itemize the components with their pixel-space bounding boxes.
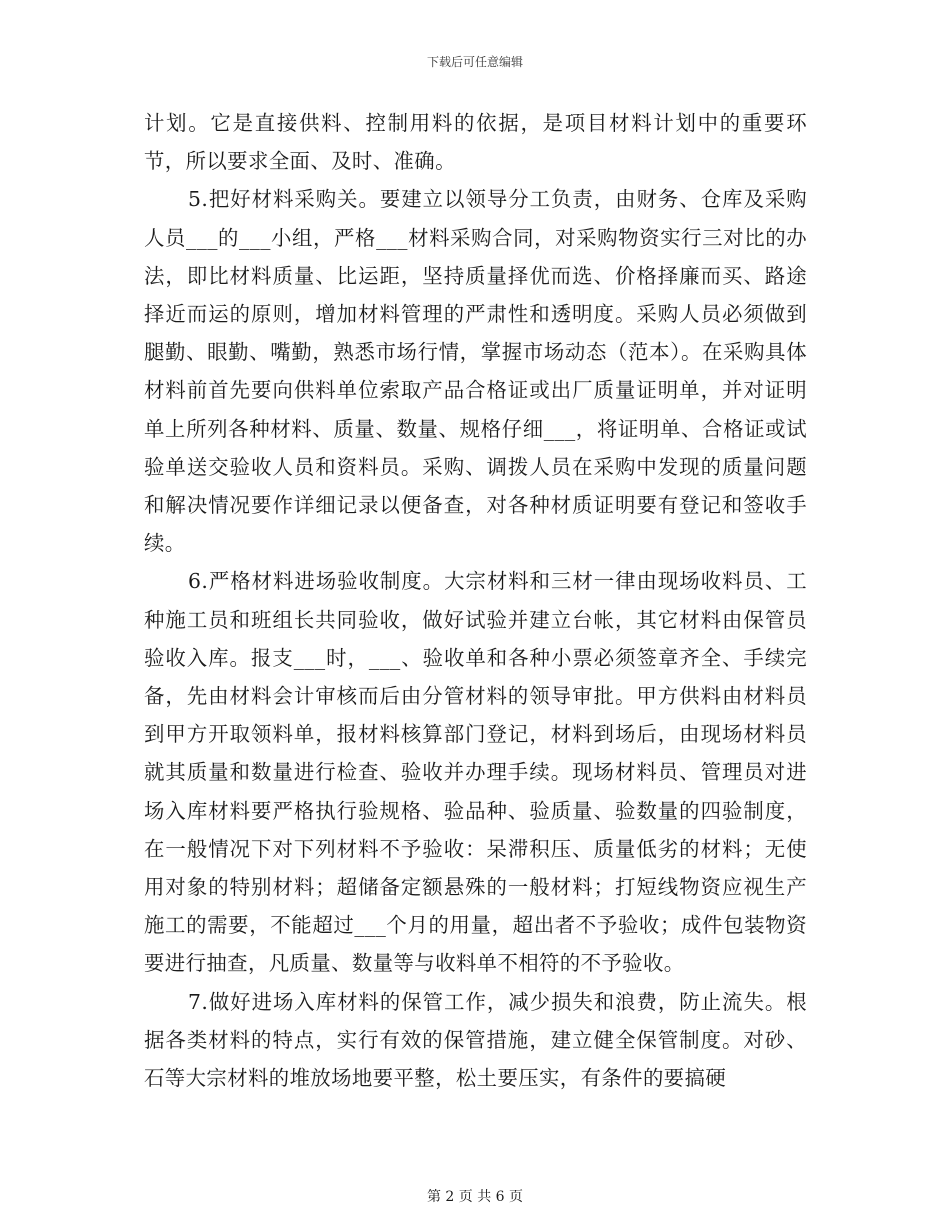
page-number-footer: 第 2 页 共 6 页 xyxy=(426,1189,524,1205)
page-header: 下载后可任意编辑 xyxy=(426,55,523,69)
document-body xyxy=(144,104,807,1097)
paragraph-item-6: 6.严格材料进场验收制度。大宗材料和三材一律由现场收料员、工种施工员和班组长共同验收，做好试验并建立台帐，其它材料由保管员验收入库。报支___时，___、验收单和各种小票必须签章齐全、手续完备，先由材料会计审核而后由分管材料的领导审批。甲方供料由材料员到甲方开取领料单，报材料核算部门登记，材料到场后，由现场材料员就其质量和数量进行检查、验收并办理手续。现场材料员、管理员对进场入库材料要严格执行验规格、验品种、验质量、验数量的四验制度，在一般情况下对下列材料不予验收：呆滞积压、质量低劣的材料；无使用对象的特别材料；超储备定额悬殊的一般材料；打短线物资应视生产施工的需要，不能超过___个月的用量，超出者不予验收；成件包装物资要进行抽查，凡质量、数量等与收料单不相符的不予验收。 xyxy=(144,569,807,976)
paragraph-item-5: 5.把好材料采购关。要建立以领导分工负责，由财务、仓库及采购人员___的___小组，严格___材料采购合同，对采购物资实行三对比的办法，即比材料质量、比运距，坚持质量择优而选、价格择廉而买、路途择近而运的原则，增加材料管理的严肃性和透明度。采购人员必须做到腿勤、眼勤、嘴勤，熟悉市场行情，掌握市场动态（范本）。在采购具体材料前首先要向供料单位索取产品合格证或出厂质量证明单，并对证明单上所列各种材料、质量、数量、规格仔细___，将证明单、合格证或试验单送交验收人员和资料员。采购、调拨人员在采购中发现的质量问题和解决情况要作详细记录以便备查，对各种材质证明要有登记和签收手续。 xyxy=(144,187,807,556)
paragraph-item-7: 7.做好进场入库材料的保管工作，减少损失和浪费，防止流失。根据各类材料的特点，实行有效的保管措施，建立健全保管制度。对砂、石等大宗材料的堆放场地要平整，松土要压实，有条件的要搞硬 xyxy=(144,989,807,1091)
paragraph-continuation: 计划。它是直接供料、控制用料的依据，是项目材料计划中的重要环节，所以要求全面、及时、准确。 xyxy=(144,111,807,174)
